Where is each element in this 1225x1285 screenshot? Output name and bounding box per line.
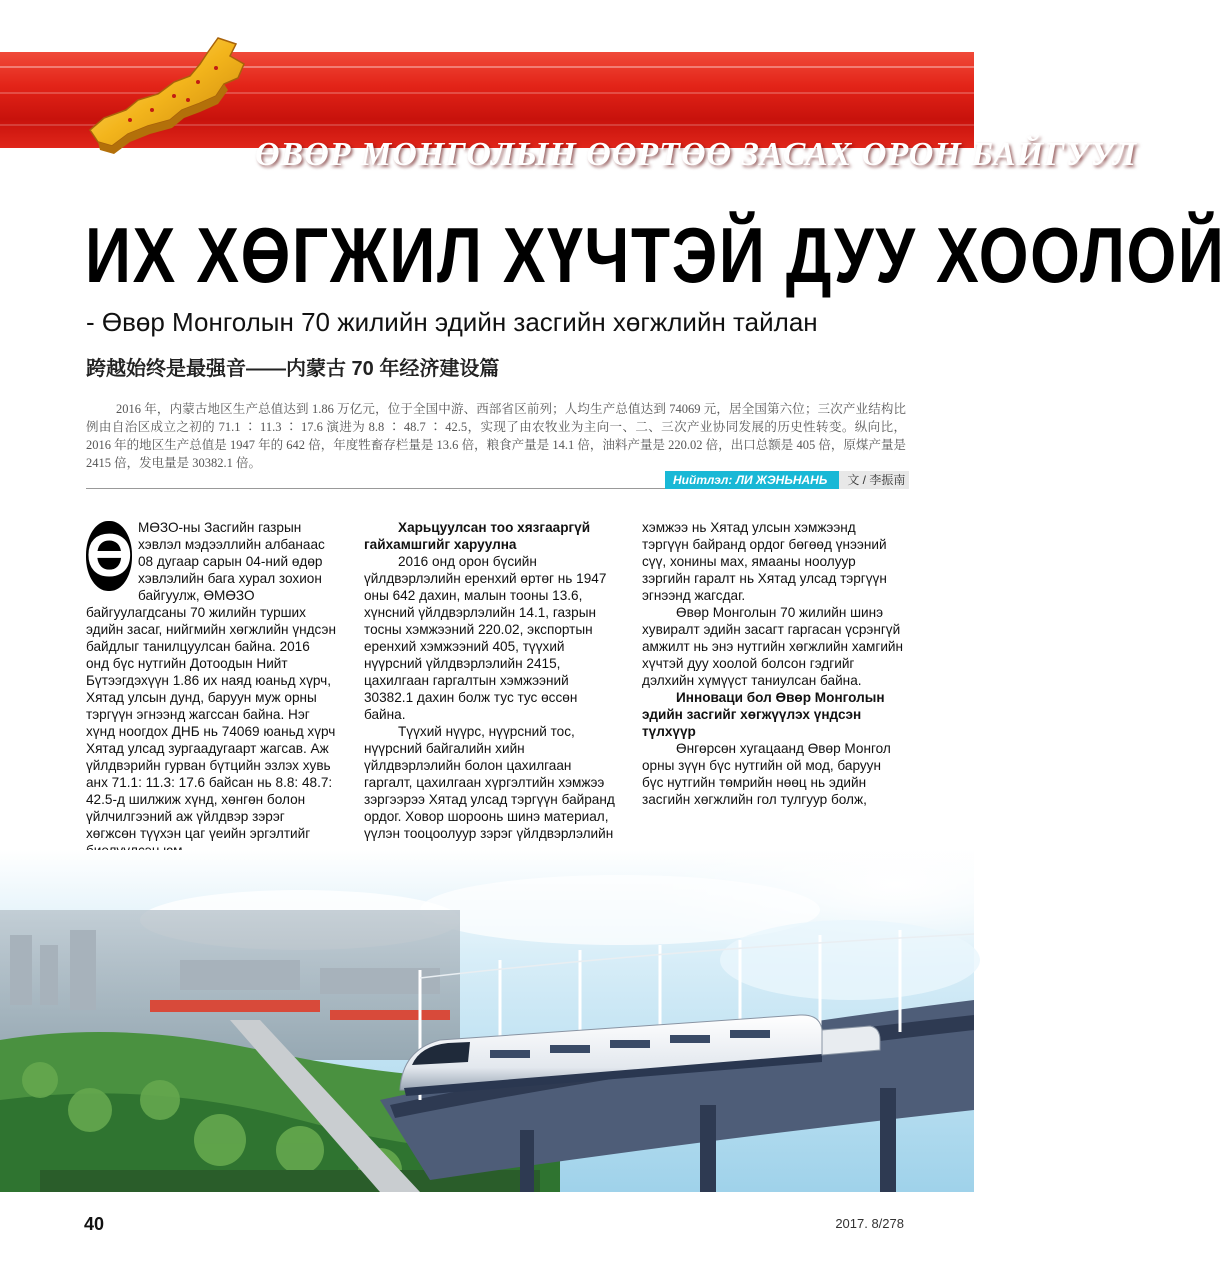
article-column-1: [86, 519, 336, 859]
article-column-2: [364, 519, 616, 842]
drop-cap: Ө: [86, 522, 133, 589]
article-title: ИХ ХӨГЖИЛ ХҮЧТЭЙ ДУУ ХООЛОЙ: [85, 211, 1225, 299]
column-3-paragraph-1: хэмжээ нь Хятад улсын хэмжээнд тэргүүн байранд ордог бөгөөд үнээний сүү, хонины мах, ямааны ноолуур зэргийн гаралт нь Хятад улсад тэргүүн эгнээнд жагсдаг.: [642, 520, 887, 603]
high-speed-train-bridge-photo: [0, 850, 974, 1192]
column-3-paragraph-2: Өвөр Монголын 70 жилийн шинэ хувиралт эдийн засагт гаргасан үсрэнгүй амжилт нь энэ нутгийн хөгжлийн хамгийн хүчтэй дуу хоолой болсон гэдгийг дэлхийн хүмүүст таниулсан байна.: [642, 605, 904, 688]
article-title-chinese: 跨越始终是最强音——内蒙古 70 年经济建设篇: [86, 358, 500, 380]
column-1-paragraph: МӨЗО-ны Засгийн газрын хэвлэл мэдээллийн албанаас 08 дугаар сарын 04-ний өдөр хэвлэлийн бага хурал зохион байгуулж, ӨМӨЗО байгуулагдсаны 70 жилийн турших эдийн засаг, нийгмийн хөгжлийн үндсэн байдлыг танилцуулсан байна. 2016 онд бүс нутгийн Дотоодын Нийт Бүтээгдэхүүн 1.86 их наяд юаньд хүрч, Хятад улсын дунд, баруун муж орны тэргүүн эгнээнд жагссан байна. Нэг хүнд ноогдох ДНБ нь 74069 юаньд хүрч Хятад улсад зургаадугаарт жагсав. Аж үйлдвэрийн гурван бүтцийн эзлэх хувь анх 71.1: 11.3: 17.6 байсан нь 8.8: 48.7: 42.5-д шилжиж хүнд, хөнгөн болон үйлчилгээний аж үйлдвэр зэрэг хөгжсөн түүхэн цаг үеийн эргэлтийг: [86, 520, 336, 841]
article-abstract: 2016 年，内蒙古地区生产总值达到 1.86 万亿元，位于全国中游、西部省区前列；人均生产总值达到 74069 元，居全国第六位；三次产业结构比例由自治区成立之初的 71.1 ∶ 11.3 ∶ 17.6 演进为 8.8 ∶ 48.7 ∶ 42.5，实现了由农牧业为主向一、二、三次产业协同发展的历史性转变。纵向比，2016 年的地区生产总值是 1947 年的 642 倍，年度牲畜存栏量是 13.6 倍，粮食产量是 14.1 倍，油料产量是 220.02 倍，出口总额是 405 倍，原煤产量是 2415 倍，发电量是 30382.1 倍。: [86, 402, 906, 470]
banner-title: ӨВӨР МОНГОЛЫН ӨӨРТӨӨ ЗАСАХ ОРОН БАЙГУУЛ: [255, 136, 1138, 173]
article-subtitle: - Өвөр Монголын 70 жилийн эдийн засгийн хөгжлийн тайлан: [86, 307, 818, 337]
column-2-paragraph-2: Түүхий нүүрс, нүүрсний тос, нүүрсний байгалийн хийн үйлдвэрлэлийн болон цахилгаан гаргалт, цахилгаан хүргэлтийн хэмжээ зэргээрээ Хятад улсад тэргүүн байранд ордог. Ховор шороонь шинэ материал, үүлэн тооцоолуур зэрэг үйлдвэрлэлийн: [364, 724, 615, 841]
byline-author-chinese: 文 / 李振南: [839, 471, 909, 489]
article-column-3: [642, 519, 906, 808]
byline: [665, 471, 909, 489]
column-2-paragraph-1: 2016 онд орон бүсийн үйлдвэрлэлийн еренхий өртөг нь 1947 оны 642 дахин, малын тооны 13.6, хүнсний үйлдвэрлэлийн 14.1, газрын тосны хэмжээний 220.02, экспортын еренхий хэмжээний 405, түүхий нүүрсний үйлдвэрлэлийн 2415, цахилгаан гаргалтын хэмжээний 30382.1 дахин болж тус тус өссөн байна.: [364, 554, 607, 722]
inner-mongolia-map-icon: [78, 34, 278, 164]
byline-author: Нийтлэл: ЛИ ЖЭНЬНАНЬ: [665, 471, 839, 489]
section-heading-innovation: Инноваци бол Өвөр Монголын эдийн засгийг хөгжүүлэх үндсэн түлхүүр: [642, 690, 885, 739]
issue-number: 2017. 8/278: [835, 1216, 904, 1231]
page-number: 40: [84, 1214, 105, 1234]
section-heading-comparison: Харьцуулсан тоо хязгааргүй гайхамшгийг харуулна: [364, 520, 591, 552]
column-3-paragraph-3: Өнгөрсөн хугацаанд Өвөр Монгол орны зүүн бүс нутгийн ой мод, баруун бүс нутгийн төмрийн нөөц нь эдийн засгийн хөгжлийн гол тулгуур болж,: [642, 741, 891, 807]
